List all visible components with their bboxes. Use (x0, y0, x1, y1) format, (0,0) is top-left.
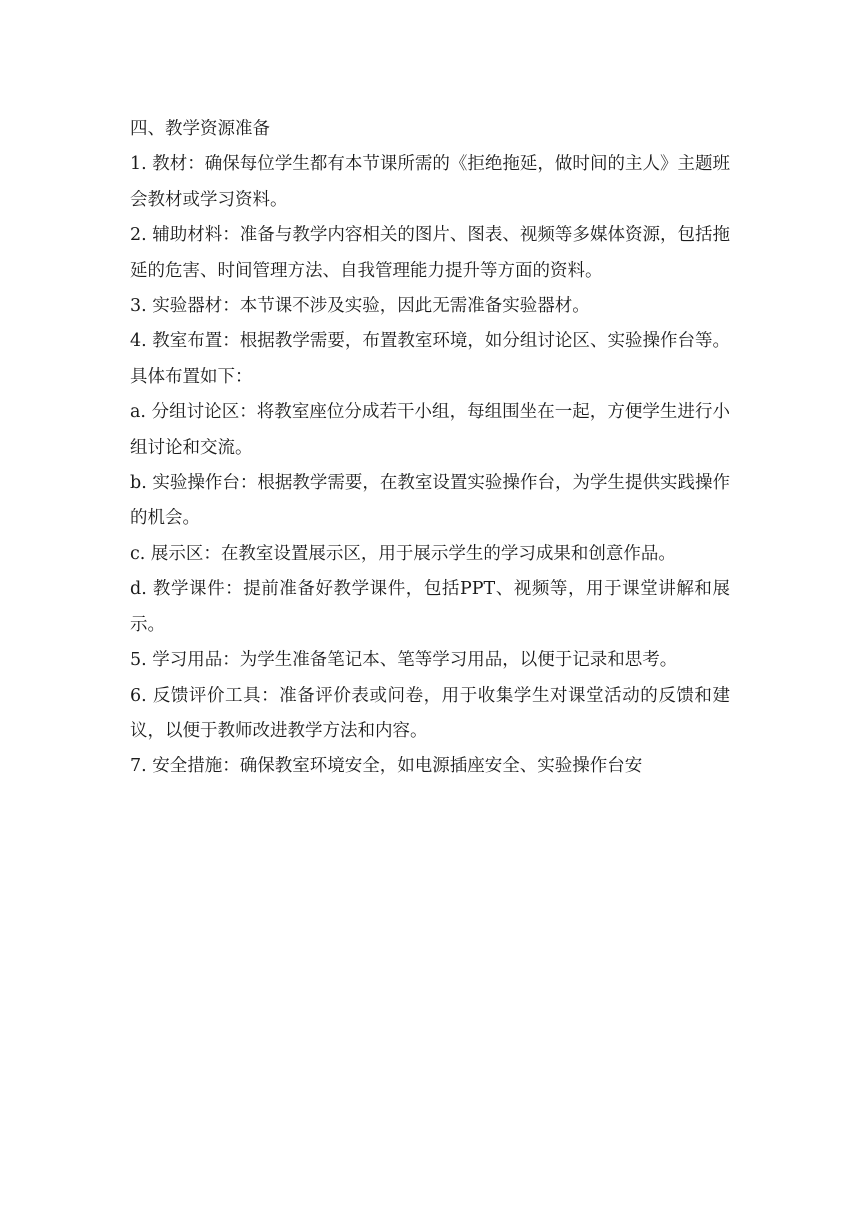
item-4-classroom-layout: 4. 教室布置：根据教学需要，布置教室环境，如分组讨论区、实验操作台等。具体布置如下： (130, 331, 730, 387)
item-3-lab-equipment: 3. 实验器材：本节课不涉及实验，因此无需准备实验器材。 (130, 296, 590, 317)
item-4a-discussion-area: a. 分组讨论区：将教室座位分成若干小组，每组围坐在一起，方便学生进行小组讨论和交流。 (130, 402, 730, 458)
item-4c-display-area: c. 展示区：在教室设置展示区，用于展示学生的学习成果和创意作品。 (130, 543, 676, 564)
item-5-study-supplies: 5. 学习用品：为学生准备笔记本、笔等学习用品，以便于记录和思考。 (130, 650, 678, 671)
item-1-textbook: 1. 教材：确保每位学生都有本节课所需的《拒绝拖延，做时间的主人》主题班会教材或学习资料。 (130, 154, 730, 210)
document-body (130, 112, 730, 785)
item-6-feedback-tools: 6. 反馈评价工具：准备评价表或问卷，用于收集学生对课堂活动的反馈和建议，以便于教师改进教学方法和内容。 (130, 685, 730, 741)
item-2-auxiliary-materials: 2. 辅助材料：准备与教学内容相关的图片、图表、视频等多媒体资源，包括拖延的危害、时间管理方法、自我管理能力提升等方面的资料。 (130, 225, 730, 281)
item-4b-operation-table: b. 实验操作台：根据教学需要，在教室设置实验操作台，为学生提供实践操作的机会。 (130, 473, 730, 529)
item-4d-courseware: d. 教学课件：提前准备好教学课件，包括PPT、视频等，用于课堂讲解和展示。 (130, 579, 730, 635)
item-7-safety-measures: 7. 安全措施：确保教室环境安全，如电源插座安全、实验操作台安 (130, 756, 643, 777)
section-heading: 四、教学资源准备 (130, 119, 270, 139)
